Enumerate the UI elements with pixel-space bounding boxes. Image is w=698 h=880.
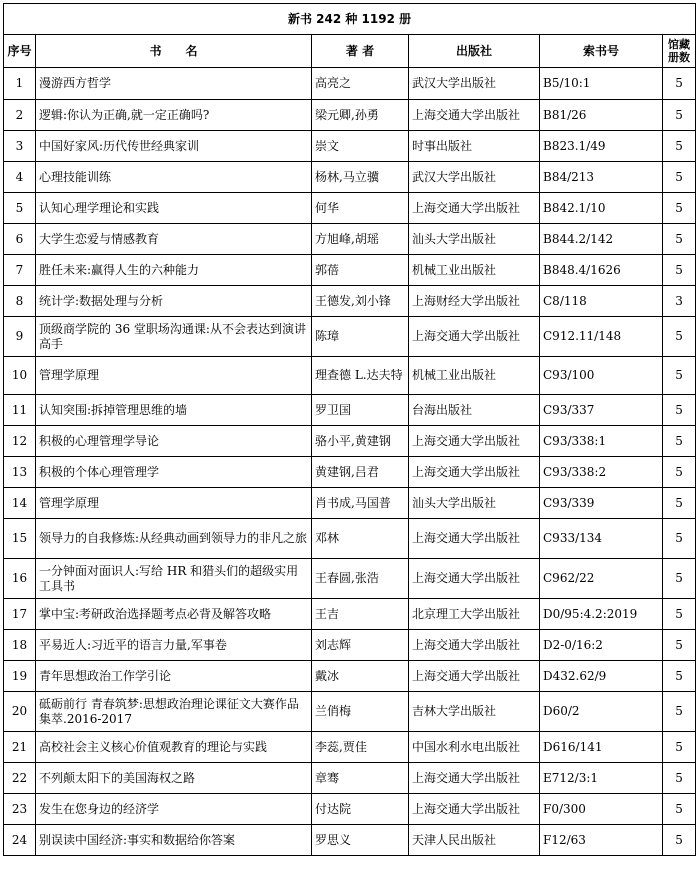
table-row bbox=[4, 255, 696, 286]
row-publisher: 台海出版社 bbox=[409, 395, 540, 426]
row-seq: 17 bbox=[4, 599, 36, 630]
row-publisher: 机械工业出版社 bbox=[409, 255, 540, 286]
row-publisher: 上海交通大学出版社 bbox=[409, 630, 540, 661]
row-title: 发生在您身边的经济学 bbox=[36, 794, 312, 825]
table-row bbox=[4, 599, 696, 630]
row-count: 5 bbox=[663, 457, 696, 488]
row-seq: 13 bbox=[4, 457, 36, 488]
table-row bbox=[4, 692, 696, 732]
row-callno: C8/118 bbox=[540, 286, 663, 317]
row-title: 不列颠太阳下的美国海权之路 bbox=[36, 763, 312, 794]
row-publisher: 上海交通大学出版社 bbox=[409, 661, 540, 692]
row-author: 高亮之 bbox=[312, 68, 409, 100]
row-author: 陈璋 bbox=[312, 317, 409, 357]
table-row bbox=[4, 131, 696, 162]
table-row bbox=[4, 825, 696, 856]
row-title: 漫游西方哲学 bbox=[36, 68, 312, 100]
table-title-row bbox=[4, 4, 696, 35]
row-title: 积极的心理管理学导论 bbox=[36, 426, 312, 457]
row-title: 别误读中国经济:事实和数据给你答案 bbox=[36, 825, 312, 856]
row-count: 5 bbox=[663, 317, 696, 357]
row-title: 统计学:数据处理与分析 bbox=[36, 286, 312, 317]
table-row bbox=[4, 732, 696, 763]
row-author: 李蕊,贾佳 bbox=[312, 732, 409, 763]
table-title: 新书 242 种 1192 册 bbox=[4, 4, 696, 35]
row-seq: 23 bbox=[4, 794, 36, 825]
row-author: 兰俏梅 bbox=[312, 692, 409, 732]
row-callno: C933/134 bbox=[540, 519, 663, 559]
row-callno: C93/339 bbox=[540, 488, 663, 519]
row-seq: 15 bbox=[4, 519, 36, 559]
row-count: 5 bbox=[663, 357, 696, 395]
row-title: 中国好家风:历代传世经典家训 bbox=[36, 131, 312, 162]
row-count: 5 bbox=[663, 692, 696, 732]
table-row bbox=[4, 317, 696, 357]
row-callno: C93/338:1 bbox=[540, 426, 663, 457]
table-row bbox=[4, 357, 696, 395]
row-callno: C93/337 bbox=[540, 395, 663, 426]
row-author: 何华 bbox=[312, 193, 409, 224]
row-publisher: 武汉大学出版社 bbox=[409, 68, 540, 100]
row-count: 5 bbox=[663, 131, 696, 162]
row-count: 5 bbox=[663, 162, 696, 193]
table-row bbox=[4, 395, 696, 426]
header-callno: 索书号 bbox=[540, 35, 663, 68]
row-title: 掌中宝:考研政治选择题考点必背及解答攻略 bbox=[36, 599, 312, 630]
row-seq: 9 bbox=[4, 317, 36, 357]
row-author: 骆小平,黄建钢 bbox=[312, 426, 409, 457]
row-author: 理查德 L.达夫特 bbox=[312, 357, 409, 395]
row-author: 郭蓓 bbox=[312, 255, 409, 286]
row-publisher: 汕头大学出版社 bbox=[409, 224, 540, 255]
row-publisher: 天津人民出版社 bbox=[409, 825, 540, 856]
row-author: 梁元卿,孙勇 bbox=[312, 100, 409, 131]
row-seq: 20 bbox=[4, 692, 36, 732]
row-title: 顶级商学院的 36 堂职场沟通课:从不会表达到演讲高手 bbox=[36, 317, 312, 357]
table-row bbox=[4, 630, 696, 661]
table-row bbox=[4, 519, 696, 559]
row-callno: C962/22 bbox=[540, 559, 663, 599]
row-callno: C93/338:2 bbox=[540, 457, 663, 488]
row-seq: 19 bbox=[4, 661, 36, 692]
row-author: 崇文 bbox=[312, 131, 409, 162]
row-publisher: 上海交通大学出版社 bbox=[409, 559, 540, 599]
row-author: 王德发,刘小锋 bbox=[312, 286, 409, 317]
table-row bbox=[4, 661, 696, 692]
row-count: 5 bbox=[663, 255, 696, 286]
row-author: 罗思义 bbox=[312, 825, 409, 856]
row-publisher: 上海交通大学出版社 bbox=[409, 763, 540, 794]
row-callno: D0/95:4.2:2019 bbox=[540, 599, 663, 630]
table-row bbox=[4, 794, 696, 825]
row-seq: 8 bbox=[4, 286, 36, 317]
row-count: 3 bbox=[663, 286, 696, 317]
row-publisher: 上海交通大学出版社 bbox=[409, 426, 540, 457]
row-title: 逻辑:你认为正确,就一定正确吗? bbox=[36, 100, 312, 131]
row-title: 认知心理学理论和实践 bbox=[36, 193, 312, 224]
row-title: 积极的个体心理管理学 bbox=[36, 457, 312, 488]
row-seq: 22 bbox=[4, 763, 36, 794]
row-publisher: 中国水利水电出版社 bbox=[409, 732, 540, 763]
row-title: 大学生恋爱与情感教育 bbox=[36, 224, 312, 255]
row-title: 心理技能训练 bbox=[36, 162, 312, 193]
table-row bbox=[4, 100, 696, 131]
row-seq: 21 bbox=[4, 732, 36, 763]
row-title: 砥砺前行 青春筑梦:思想政治理论课征文大赛作品集萃.2016-2017 bbox=[36, 692, 312, 732]
row-publisher: 时事出版社 bbox=[409, 131, 540, 162]
row-author: 戴冰 bbox=[312, 661, 409, 692]
row-count: 5 bbox=[663, 559, 696, 599]
row-count: 5 bbox=[663, 193, 696, 224]
row-author: 王吉 bbox=[312, 599, 409, 630]
row-publisher: 上海交通大学出版社 bbox=[409, 519, 540, 559]
row-author: 杨林,马立骥 bbox=[312, 162, 409, 193]
row-title: 管理学原理 bbox=[36, 357, 312, 395]
row-publisher: 武汉大学出版社 bbox=[409, 162, 540, 193]
header-publisher: 出版社 bbox=[409, 35, 540, 68]
row-count: 5 bbox=[663, 395, 696, 426]
row-callno: D2-0/16:2 bbox=[540, 630, 663, 661]
row-seq: 5 bbox=[4, 193, 36, 224]
table-row bbox=[4, 193, 696, 224]
row-seq: 18 bbox=[4, 630, 36, 661]
table-row bbox=[4, 224, 696, 255]
row-author: 肖书成,马国普 bbox=[312, 488, 409, 519]
row-callno: B81/26 bbox=[540, 100, 663, 131]
row-seq: 2 bbox=[4, 100, 36, 131]
row-title: 一分钟面对面识人:写给 HR 和猎头们的超级实用工具书 bbox=[36, 559, 312, 599]
row-seq: 24 bbox=[4, 825, 36, 856]
header-row bbox=[4, 35, 696, 68]
row-title: 高校社会主义核心价值观教育的理论与实践 bbox=[36, 732, 312, 763]
row-title: 青年思想政治工作学引论 bbox=[36, 661, 312, 692]
row-callno: F12/63 bbox=[540, 825, 663, 856]
row-count: 5 bbox=[663, 488, 696, 519]
row-publisher: 上海交通大学出版社 bbox=[409, 100, 540, 131]
row-publisher: 机械工业出版社 bbox=[409, 357, 540, 395]
row-count: 5 bbox=[663, 599, 696, 630]
row-count: 5 bbox=[663, 100, 696, 131]
row-publisher: 汕头大学出版社 bbox=[409, 488, 540, 519]
row-callno: B842.1/10 bbox=[540, 193, 663, 224]
row-callno: B823.1/49 bbox=[540, 131, 663, 162]
row-title: 管理学原理 bbox=[36, 488, 312, 519]
table-row bbox=[4, 488, 696, 519]
table-row bbox=[4, 68, 696, 100]
table-body bbox=[4, 68, 696, 856]
header-count: 馆藏册数 bbox=[663, 35, 696, 68]
row-count: 5 bbox=[663, 661, 696, 692]
row-callno: D616/141 bbox=[540, 732, 663, 763]
table-row bbox=[4, 286, 696, 317]
row-publisher: 北京理工大学出版社 bbox=[409, 599, 540, 630]
row-seq: 3 bbox=[4, 131, 36, 162]
row-count: 5 bbox=[663, 825, 696, 856]
table-row bbox=[4, 457, 696, 488]
row-count: 5 bbox=[663, 68, 696, 100]
row-callno: D432.62/9 bbox=[540, 661, 663, 692]
row-author: 邓林 bbox=[312, 519, 409, 559]
row-callno: B5/10:1 bbox=[540, 68, 663, 100]
row-callno: B848.4/1626 bbox=[540, 255, 663, 286]
row-author: 章骞 bbox=[312, 763, 409, 794]
table-row bbox=[4, 426, 696, 457]
row-author: 方旭峰,胡瑶 bbox=[312, 224, 409, 255]
row-publisher: 上海财经大学出版社 bbox=[409, 286, 540, 317]
row-count: 5 bbox=[663, 224, 696, 255]
row-callno: C93/100 bbox=[540, 357, 663, 395]
row-callno: E712/3:1 bbox=[540, 763, 663, 794]
book-list-table bbox=[3, 3, 696, 856]
row-seq: 16 bbox=[4, 559, 36, 599]
row-publisher: 吉林大学出版社 bbox=[409, 692, 540, 732]
row-title: 平易近人:习近平的语言力量,军事卷 bbox=[36, 630, 312, 661]
row-publisher: 上海交通大学出版社 bbox=[409, 193, 540, 224]
row-callno: B84/213 bbox=[540, 162, 663, 193]
row-count: 5 bbox=[663, 763, 696, 794]
header-title: 书 名 bbox=[36, 35, 312, 68]
row-seq: 14 bbox=[4, 488, 36, 519]
row-seq: 7 bbox=[4, 255, 36, 286]
table-row bbox=[4, 162, 696, 193]
row-callno: C912.11/148 bbox=[540, 317, 663, 357]
row-seq: 11 bbox=[4, 395, 36, 426]
row-title: 领导力的自我修炼:从经典动画到领导力的非凡之旅 bbox=[36, 519, 312, 559]
row-author: 黄建钢,吕君 bbox=[312, 457, 409, 488]
table-row bbox=[4, 559, 696, 599]
row-seq: 12 bbox=[4, 426, 36, 457]
row-count: 5 bbox=[663, 794, 696, 825]
row-publisher: 上海交通大学出版社 bbox=[409, 794, 540, 825]
row-seq: 4 bbox=[4, 162, 36, 193]
row-seq: 1 bbox=[4, 68, 36, 100]
row-count: 5 bbox=[663, 630, 696, 661]
row-publisher: 上海交通大学出版社 bbox=[409, 457, 540, 488]
row-author: 王春圆,张浩 bbox=[312, 559, 409, 599]
row-callno: F0/300 bbox=[540, 794, 663, 825]
row-author: 付达院 bbox=[312, 794, 409, 825]
row-author: 刘志辉 bbox=[312, 630, 409, 661]
row-publisher: 上海交通大学出版社 bbox=[409, 317, 540, 357]
row-title: 胜任未来:赢得人生的六种能力 bbox=[36, 255, 312, 286]
header-author: 著 者 bbox=[312, 35, 409, 68]
row-seq: 6 bbox=[4, 224, 36, 255]
row-seq: 10 bbox=[4, 357, 36, 395]
header-seq: 序号 bbox=[4, 35, 36, 68]
row-count: 5 bbox=[663, 426, 696, 457]
row-title: 认知突围:拆掉管理思维的墙 bbox=[36, 395, 312, 426]
row-count: 5 bbox=[663, 732, 696, 763]
row-callno: B844.2/142 bbox=[540, 224, 663, 255]
table-row bbox=[4, 763, 696, 794]
row-count: 5 bbox=[663, 519, 696, 559]
row-callno: D60/2 bbox=[540, 692, 663, 732]
row-author: 罗卫国 bbox=[312, 395, 409, 426]
